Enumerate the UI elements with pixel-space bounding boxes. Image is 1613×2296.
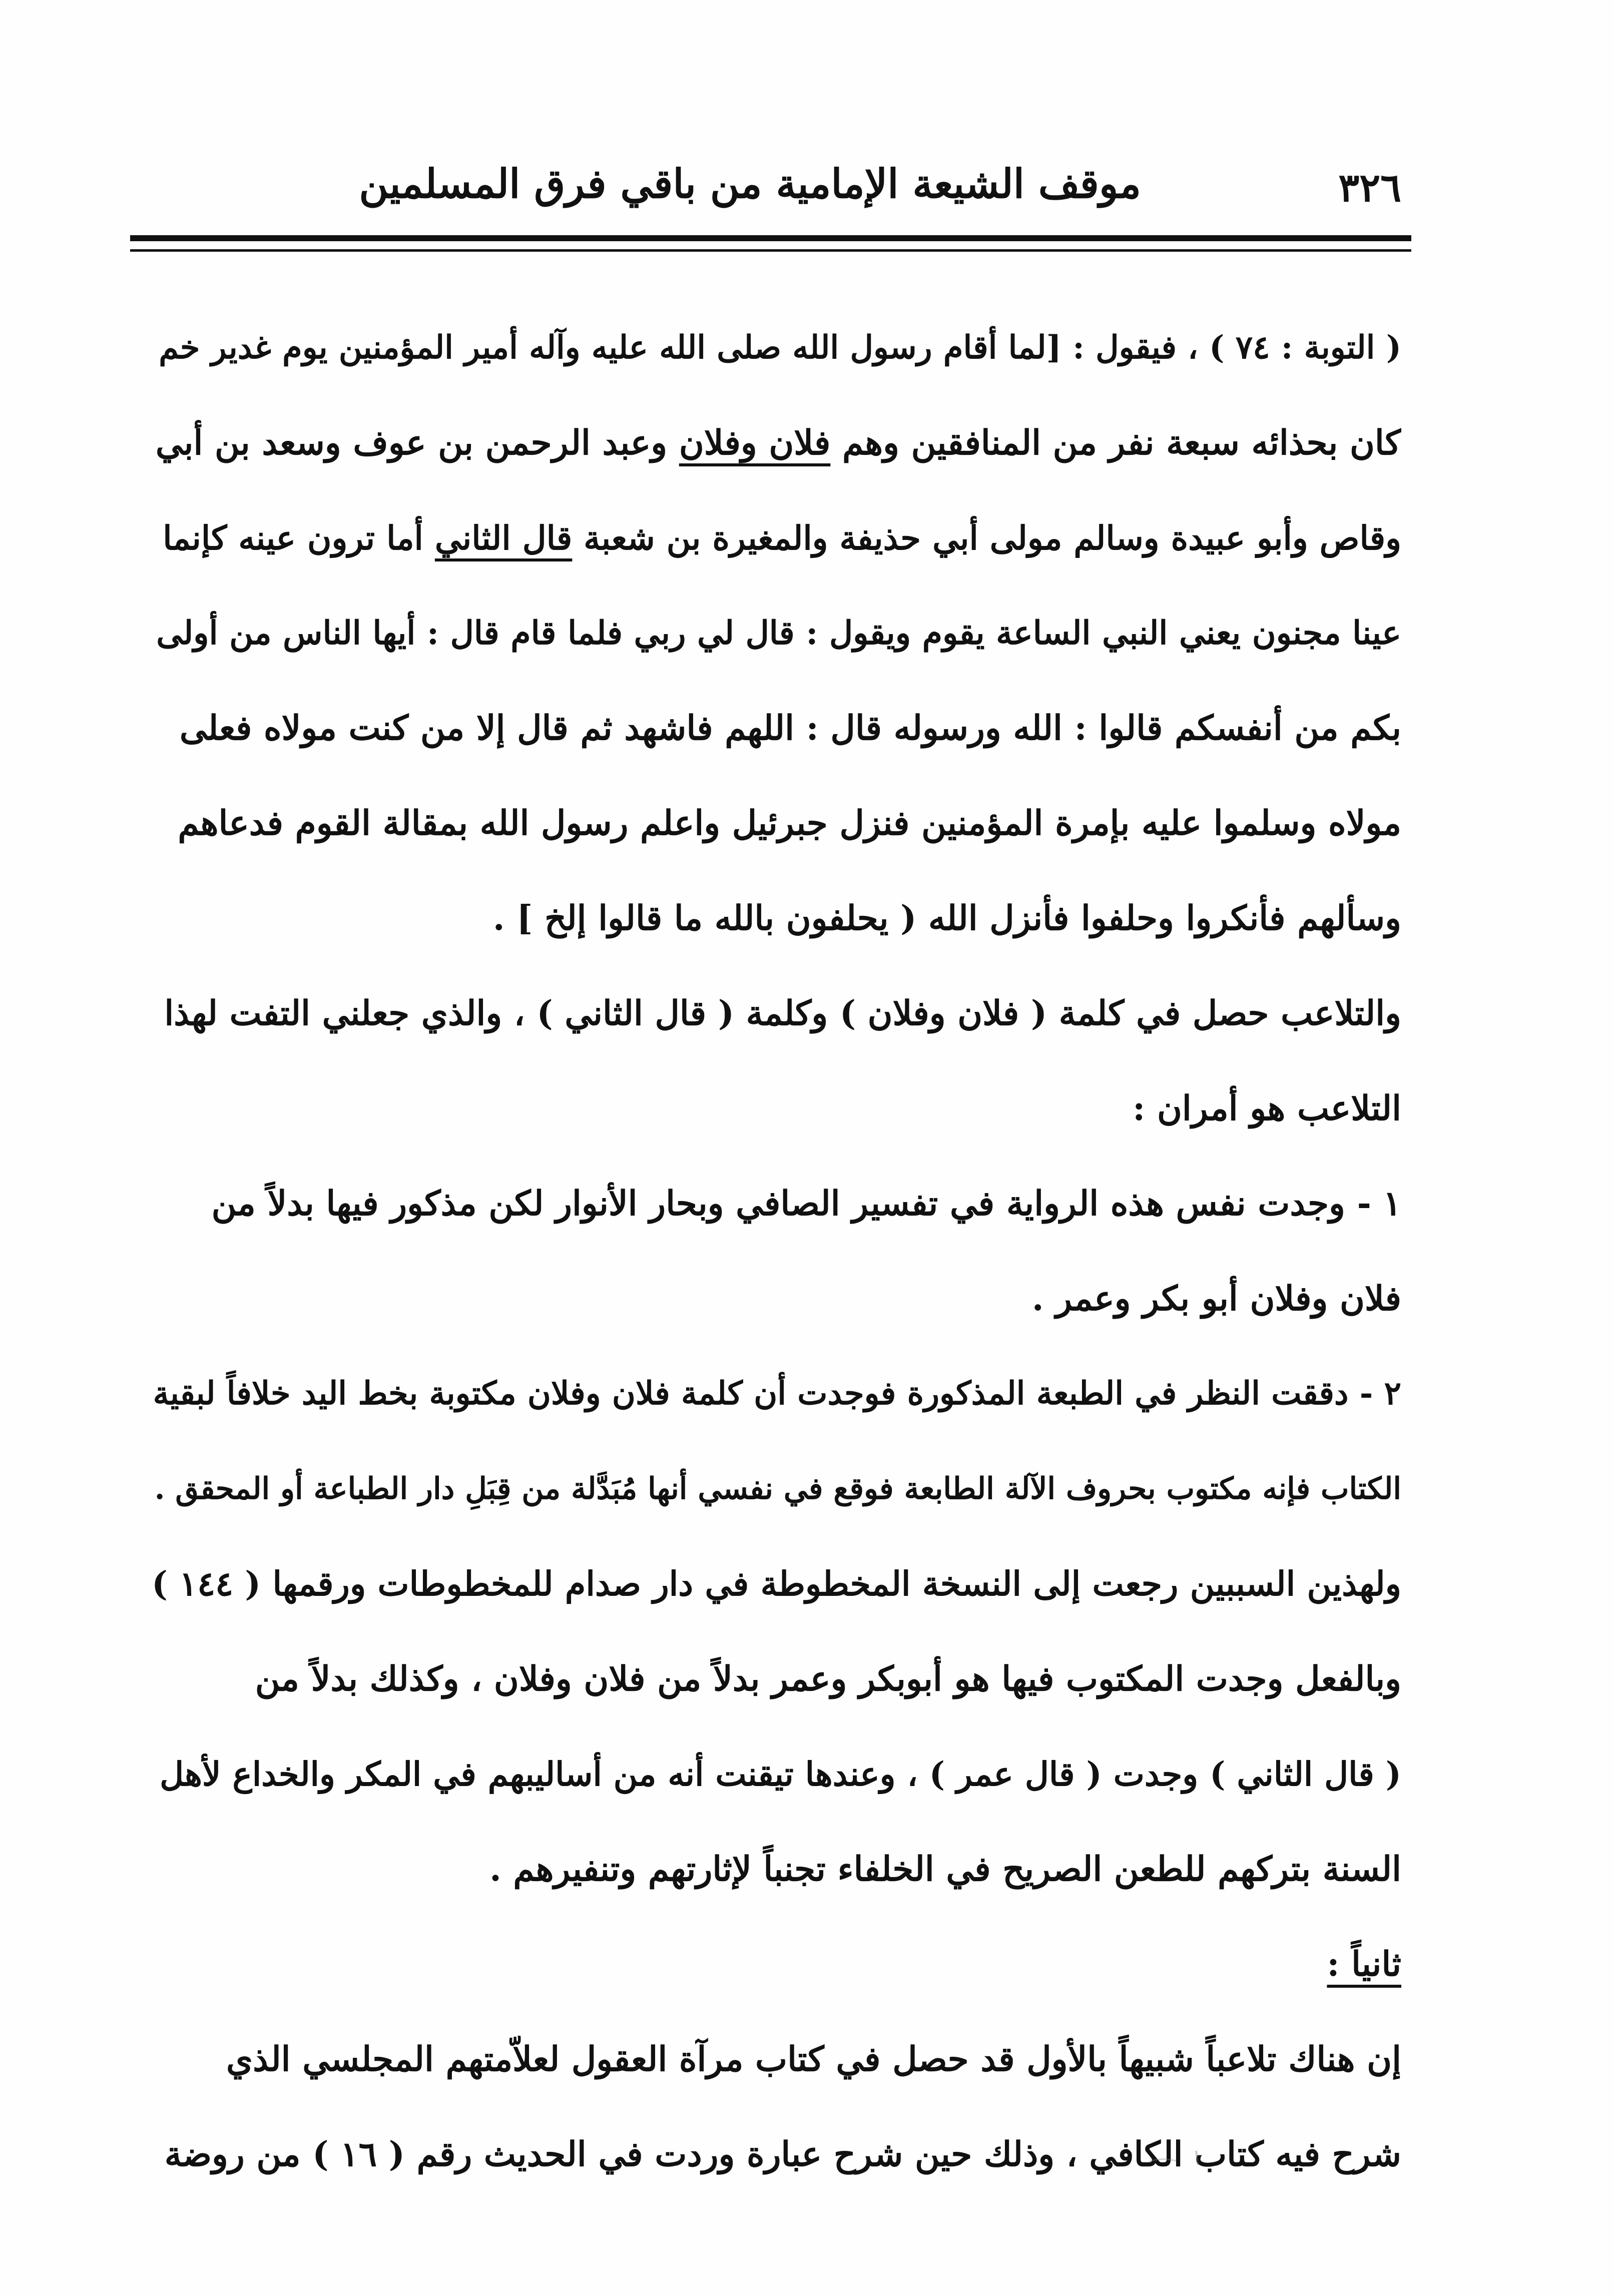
text-line: التلاعب هو أمران : <box>1133 1088 1401 1128</box>
scan-speck-icon <box>1146 2147 1216 2167</box>
body-text <box>145 300 1401 2202</box>
text-line: كان بحذائه سبعة نفر من المنافقين وهم فلان وفلان وعبد الرحمن بن عوف وسعد بن أبي <box>155 423 1401 463</box>
text-line: ٢ - دققت النظر في الطبعة المذكورة فوجدت أن كلمة فلان وفلان مكتوبة بخط اليد خلافاً لبقية <box>153 1375 1401 1412</box>
text-line: الكتاب فإنه مكتوب بحروف الآلة الطابعة فوقع في نفسي أنها مُبَدَّلة من قِبَلِ دار الطباعة أو المحقق . <box>154 1471 1401 1506</box>
text-line: ولهذين السببين رجعت إلى النسخة المخطوطة في دار صدام للمخطوطات ورقمها ( ١٤٤ ) <box>152 1564 1401 1603</box>
text-line: فلان وفلان أبو بكر وعمر . <box>1031 1279 1401 1319</box>
section-heading-line <box>145 1917 1401 2012</box>
text-line: مولاه وسلموا عليه بإمرة المؤمنين فنزل جبرئيل واعلم رسول الله بمقالة القوم فدعاهم <box>178 803 1401 843</box>
text-line: وبالفعل وجدت المكتوب فيها هو أبوبكر وعمر بدلاً من فلان وفلان ، وكذلك بدلاً من <box>255 1659 1401 1699</box>
running-header <box>130 150 1411 225</box>
header-rule-thin <box>130 249 1411 252</box>
page-number: ٣٢٦ <box>1338 165 1401 211</box>
text-line: السنة بتركهم للطعن الصريح في الخلفاء تجنباً لإثارتهم وتنفيرهم . <box>489 1849 1401 1889</box>
underlined-phrase: قال الثاني <box>434 518 573 557</box>
running-title: موقف الشيعة الإمامية من باقي فرق المسلمين <box>359 160 1141 207</box>
text-line: بكم من أنفسكم قالوا : الله ورسوله قال : اللهم فاشهد ثم قال إلا من كنت مولاه فعلى <box>179 708 1401 748</box>
section-heading: ثانياً : <box>1327 1944 1401 1984</box>
text-line: وقاص وأبو عبيدة وسالم مولى أبي حذيفة والمغيرة بن شعبة قال الثاني أما ترون عينه كإنما <box>163 518 1401 557</box>
text-line: ١ - وجدت نفس هذه الرواية في تفسير الصافي وبحار الأنوار لكن مذكور فيها بدلاً من <box>211 1184 1401 1224</box>
underlined-phrase: فلان وفلان <box>679 423 831 463</box>
text-line: ( التوبة : ٧٤ ) ، فيقول : [لما أقام رسول الله صلى الله عليه وآله أمير المؤمنين يوم غدير خم <box>159 329 1401 366</box>
text-line: وسألهم فأنكروا وحلفوا فأنزل الله ( يحلفون بالله ما قالوا إلخ ] . <box>492 898 1401 938</box>
text-line: والتلاعب حصل في كلمة ( فلان وفلان ) وكلمة ( قال الثاني ) ، والذي جعلني التفت لهذا <box>164 993 1401 1033</box>
header-rule-thick <box>130 235 1411 241</box>
text-line: إن هناك تلاعباً شبيهاً بالأول قد حصل في كتاب مرآة العقول لعلاّمتهم المجلسي الذي <box>226 2039 1401 2079</box>
text-line: عينا مجنون يعني النبي الساعة يقوم ويقول : قال لي ربي فلما قام قال : أيها الناس من أولى <box>156 614 1401 652</box>
text-line: شرح فيه كتاب الكافي ، وذلك حين شرح عبارة وردت في الحديث رقم ( ١٦ ) من روضة <box>164 2134 1401 2174</box>
text-line: ( قال الثاني ) وجدت ( قال عمر ) ، وعندها تيقنت أنه من أساليبهم في المكر والخداع لأهل <box>160 1755 1401 1794</box>
